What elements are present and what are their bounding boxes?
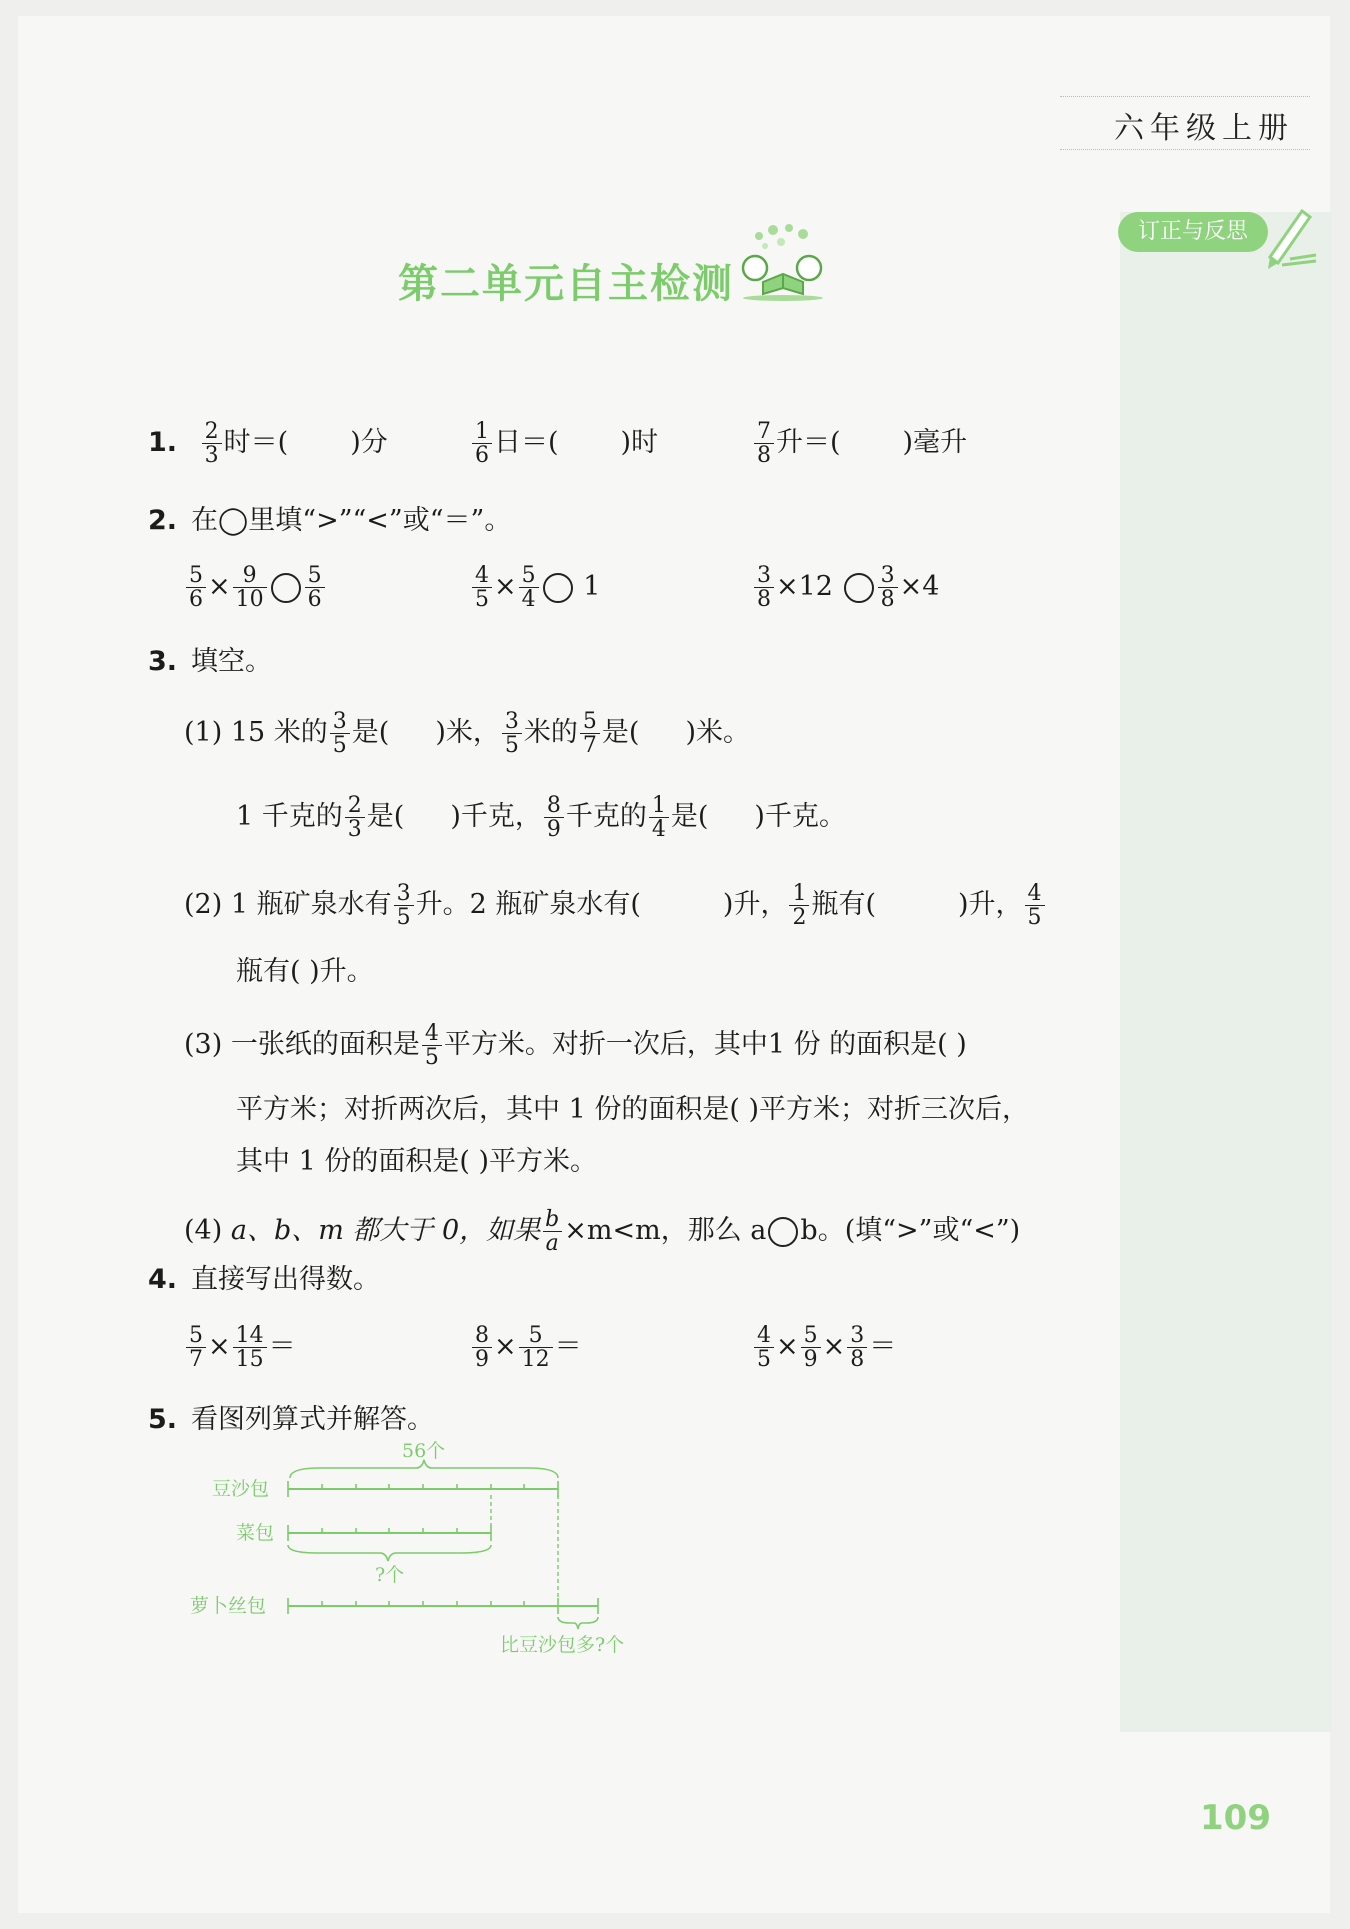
- question-3-4: (4) a、b、m 都大于 0，如果 $\frac{b}{a}$ ×m<m，那么 a b。(填“>”或“<”): [184, 1207, 1021, 1257]
- question-3-3-line-3: 其中 1 份的面积是( )平方米。: [236, 1146, 597, 1177]
- question-3-2-line-2: 瓶有( )升。: [236, 956, 374, 987]
- compare-c: $\frac{3}{8}$ ×12 $\frac{3}{8}$ ×4: [752, 564, 939, 611]
- mult-c: $\frac{4}{5}$ × $\frac{5}{9}$ × $\frac{3}{8}$ ＝: [752, 1324, 896, 1371]
- review-badge: 订正与反思: [1118, 212, 1268, 252]
- question-3-2-line-1: (2) 1 瓶矿泉水有 $\frac{3}{5}$ 升。2 瓶矿泉水有( )升， $\frac{1}{2}$ 瓶有( )升， $\frac{4}{5}$: [184, 882, 1047, 929]
- compare-circle[interactable]: [844, 573, 874, 603]
- compare-circle[interactable]: [271, 573, 301, 603]
- label-unknown: ?个: [375, 1564, 405, 1586]
- label-row-2: 菜包: [236, 1522, 275, 1544]
- fraction: $\frac{7}{8}$: [754, 420, 774, 467]
- compare-b: $\frac{4}{5}$ × $\frac{5}{4}$ 1: [470, 564, 600, 611]
- compare-circle[interactable]: [768, 1217, 798, 1247]
- label-total: 56个: [402, 1440, 446, 1462]
- question-3-3-line-1: (3) 一张纸的面积是 $\frac{4}{5}$ 平方米。对折一次后，其中1 份 的面积是( ): [184, 1021, 967, 1071]
- question-3-1-line-2: 1 千克的 $\frac{2}{3}$ 是( )千克， $\frac{8}{9}$ 千克的 $\frac{1}{4}$ 是( )千克。: [236, 793, 846, 843]
- mult-a: $\frac{5}{7}$ × $\frac{14}{15}$ ＝: [184, 1324, 296, 1371]
- question-1c: $\frac{7}{8}$ 升＝( )毫升: [752, 420, 967, 467]
- compare-a: $\frac{5}{6}$ × $\frac{9}{10}$ $\frac{5}{6}$: [184, 564, 327, 611]
- question-3-3-line-2: 平方米；对折两次后，其中 1 份的面积是( )平方米；对折三次后，: [236, 1094, 1029, 1125]
- mult-b: $\frac{8}{9}$ × $\frac{5}{12}$ ＝: [470, 1324, 582, 1371]
- question-5: 5. 看图列算式并解答。: [148, 1404, 435, 1435]
- question-4: 4. 直接写出得数。: [148, 1264, 381, 1295]
- page-number: 109: [1200, 1798, 1271, 1838]
- question-3: 3. 填空。: [148, 646, 273, 677]
- grade-label: 六年级上册: [1114, 111, 1294, 146]
- review-margin: [1120, 212, 1332, 1732]
- label-difference: 比豆沙包多?个: [500, 1634, 625, 1656]
- grade-header: [1060, 96, 1310, 150]
- fraction: $\frac{2}{3}$: [202, 420, 222, 467]
- unit-title: 第二单元自主检测: [398, 260, 734, 307]
- line-segment-diagram: [190, 1440, 670, 1660]
- label-row-3: 萝卜丝包: [190, 1595, 267, 1617]
- pencil-icon: [1262, 205, 1318, 271]
- kids-reading-icon: [735, 222, 831, 302]
- compare-circle[interactable]: [543, 573, 573, 603]
- question-3-1-line-1: (1) 15 米的 $\frac{3}{5}$ 是( )米， $\frac{3}{5}$ 米的 $\frac{5}{7}$ 是( )米。: [184, 709, 750, 759]
- question-2: 2. 在◯里填“>”“<”或“＝”。: [148, 505, 512, 536]
- question-1b: $\frac{1}{6}$ 日＝( )时: [470, 420, 658, 467]
- fraction: $\frac{1}{6}$: [472, 420, 492, 467]
- label-row-1: 豆沙包: [212, 1478, 270, 1500]
- question-1: 1. $\frac{2}{3}$ 时＝( )分: [148, 419, 388, 469]
